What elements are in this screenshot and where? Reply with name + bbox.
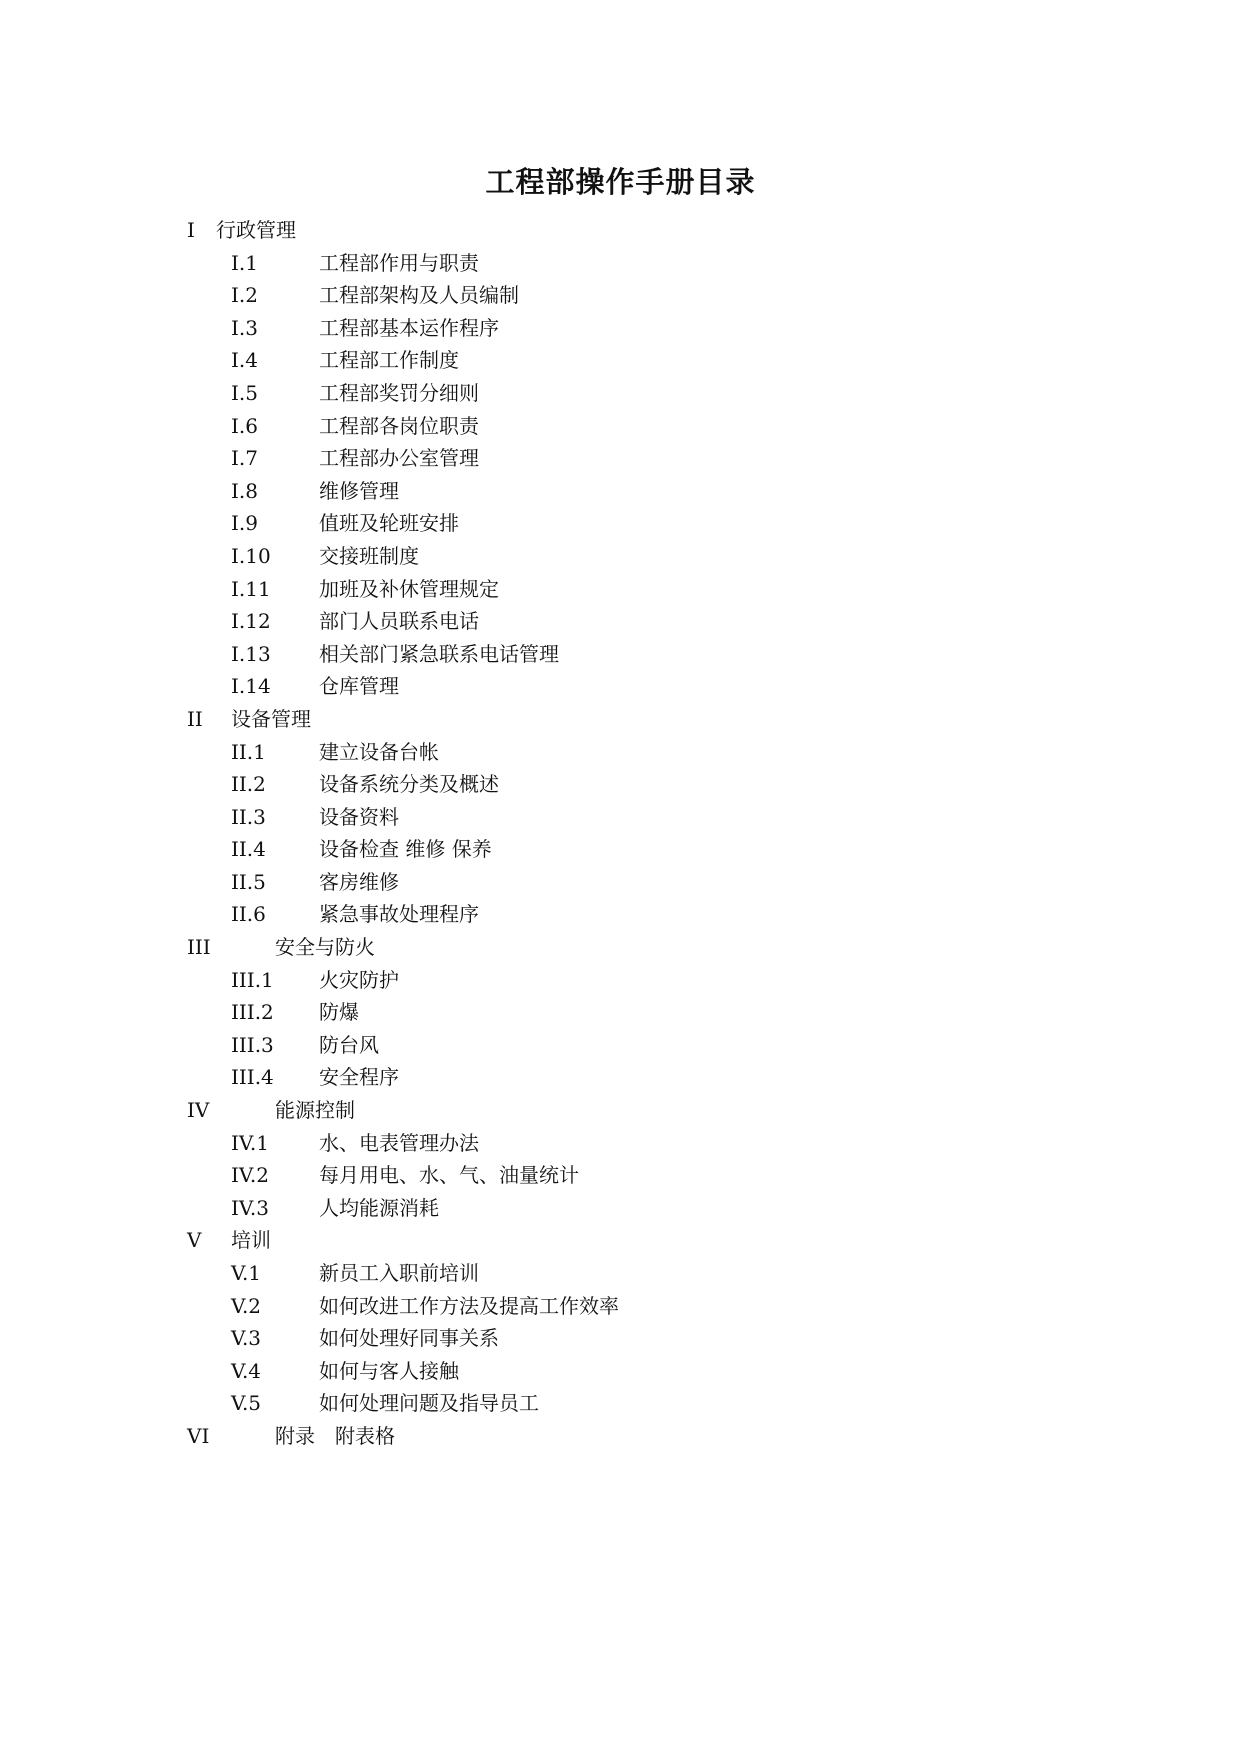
toc-item-number: I.4 bbox=[231, 348, 258, 373]
toc-item bbox=[0, 996, 1241, 1029]
toc-item-title: 仓库管理 bbox=[319, 674, 399, 699]
toc-item-number: I.2 bbox=[231, 283, 258, 308]
toc-item-title: 水、电表管理办法 bbox=[319, 1130, 479, 1155]
toc-item-number: V.1 bbox=[231, 1261, 262, 1285]
toc-item bbox=[0, 442, 1241, 475]
toc-item bbox=[0, 670, 1241, 703]
toc-item bbox=[0, 1290, 1241, 1323]
toc-item-title: 加班及补休管理规定 bbox=[319, 576, 499, 601]
toc-item-title: 工程部基本运作程序 bbox=[319, 315, 499, 340]
toc-section-number: V bbox=[187, 1228, 202, 1253]
toc-item bbox=[0, 1257, 1241, 1290]
toc-item bbox=[0, 638, 1241, 671]
toc-item-title: 设备检查 维修 保养 bbox=[319, 837, 492, 862]
toc-item-title: 如何处理好同事关系 bbox=[319, 1326, 499, 1351]
toc-item bbox=[0, 247, 1241, 280]
toc-item-title: 防台风 bbox=[319, 1032, 379, 1057]
toc-item-number: II.6 bbox=[231, 902, 266, 927]
toc-item-title: 如何处理问题及指导员工 bbox=[319, 1391, 539, 1416]
toc-item-number: II.4 bbox=[231, 837, 266, 862]
toc-item-title: 如何与客人接触 bbox=[319, 1358, 459, 1383]
toc-section-number: I bbox=[187, 218, 195, 242]
toc-item-title: 值班及轮班安排 bbox=[319, 511, 459, 536]
toc-item-title: 防爆 bbox=[319, 1000, 359, 1025]
toc-item bbox=[0, 605, 1241, 638]
toc-item-title: 每月用电、水、气、油量统计 bbox=[319, 1163, 579, 1188]
document-title: 工程部操作手册目录 bbox=[485, 165, 756, 199]
toc-item-title: 工程部架构及人员编制 bbox=[319, 283, 519, 308]
toc-item-number: II.3 bbox=[231, 804, 266, 829]
toc-item-number: I.6 bbox=[231, 413, 258, 438]
toc-item-number: III.2 bbox=[231, 1000, 274, 1025]
toc-item-title: 人均能源消耗 bbox=[319, 1195, 439, 1220]
toc-item-number: II.2 bbox=[231, 772, 266, 797]
toc-item bbox=[0, 1355, 1241, 1388]
toc-item-title: 工程部办公室管理 bbox=[319, 446, 479, 471]
toc-item-number: IV.2 bbox=[231, 1163, 269, 1188]
toc-item bbox=[0, 866, 1241, 899]
toc-item bbox=[0, 475, 1241, 508]
toc-item-number: I.10 bbox=[231, 543, 271, 568]
toc-item bbox=[0, 964, 1241, 997]
toc-section-title: 设备管理 bbox=[231, 706, 311, 731]
toc-item bbox=[0, 573, 1241, 606]
toc-item-number: IV.3 bbox=[231, 1195, 269, 1220]
toc-item bbox=[0, 768, 1241, 801]
toc-section-number: III bbox=[187, 935, 211, 960]
toc-section-number: IV bbox=[187, 1098, 210, 1123]
toc-item-title: 设备系统分类及概述 bbox=[319, 772, 499, 797]
toc-section-number: VI bbox=[187, 1423, 210, 1448]
toc-item bbox=[0, 279, 1241, 312]
toc-item-title: 工程部奖罚分细则 bbox=[319, 380, 479, 405]
toc-item bbox=[0, 1322, 1241, 1355]
toc-item-number: V.3 bbox=[231, 1326, 262, 1351]
toc-item bbox=[0, 1192, 1241, 1225]
toc-item-number: IV.1 bbox=[231, 1130, 269, 1155]
toc-item-title: 工程部作用与职责 bbox=[319, 250, 479, 275]
toc-item-title: 工程部工作制度 bbox=[319, 348, 459, 373]
toc-item-number: V.2 bbox=[231, 1293, 262, 1318]
toc-item-title: 设备资料 bbox=[319, 804, 399, 829]
toc-item-number: I.13 bbox=[231, 641, 271, 666]
toc-item-number: III.1 bbox=[231, 967, 274, 992]
toc-item bbox=[0, 312, 1241, 345]
toc-item bbox=[0, 1127, 1241, 1160]
toc-section bbox=[0, 1420, 1241, 1453]
toc-item-number: I.1 bbox=[231, 250, 258, 275]
toc-item bbox=[0, 1159, 1241, 1192]
toc-item bbox=[0, 898, 1241, 931]
toc-item-number: I.7 bbox=[231, 446, 258, 471]
toc-item-title: 新员工入职前培训 bbox=[319, 1261, 479, 1285]
toc-item bbox=[0, 736, 1241, 769]
toc-item bbox=[0, 801, 1241, 834]
toc-item-title: 如何改进工作方法及提高工作效率 bbox=[319, 1293, 619, 1318]
toc-item-title: 交接班制度 bbox=[319, 543, 419, 568]
toc-item-title: 火灾防护 bbox=[319, 967, 399, 992]
toc-item bbox=[0, 344, 1241, 377]
toc-item-number: V.4 bbox=[231, 1358, 262, 1383]
toc-item-title: 部门人员联系电话 bbox=[319, 609, 479, 634]
toc-item-title: 安全程序 bbox=[319, 1065, 399, 1090]
toc-section-title: 附录 附表格 bbox=[275, 1423, 395, 1448]
toc-item-title: 客房维修 bbox=[319, 869, 399, 894]
toc-item-number: II.5 bbox=[231, 869, 266, 894]
table-of-contents bbox=[0, 214, 1241, 1453]
toc-item-number: I.12 bbox=[231, 609, 271, 634]
toc-item bbox=[0, 1029, 1241, 1062]
toc-item-number: I.5 bbox=[231, 380, 258, 405]
toc-item-title: 相关部门紧急联系电话管理 bbox=[319, 641, 559, 666]
toc-item-number: III.4 bbox=[231, 1065, 274, 1090]
toc-section-title: 安全与防火 bbox=[275, 935, 375, 960]
toc-item bbox=[0, 410, 1241, 443]
toc-section-title: 能源控制 bbox=[275, 1098, 355, 1123]
toc-section bbox=[0, 1224, 1241, 1257]
toc-item-number: I.3 bbox=[231, 315, 258, 340]
toc-item bbox=[0, 377, 1241, 410]
toc-section bbox=[0, 931, 1241, 964]
toc-item-number: I.9 bbox=[231, 511, 258, 536]
toc-section-number: II bbox=[187, 706, 203, 731]
toc-item-number: I.14 bbox=[231, 674, 271, 699]
toc-section bbox=[0, 703, 1241, 736]
toc-item bbox=[0, 1061, 1241, 1094]
toc-section-title: 行政管理 bbox=[216, 218, 296, 242]
toc-item-title: 维修管理 bbox=[319, 478, 399, 503]
toc-item-number: III.3 bbox=[231, 1032, 274, 1057]
toc-item-number: II.1 bbox=[231, 739, 266, 764]
toc-item bbox=[0, 1387, 1241, 1420]
toc-section bbox=[0, 214, 1241, 247]
toc-section bbox=[0, 1094, 1241, 1127]
toc-section-title: 培训 bbox=[231, 1228, 271, 1253]
toc-item-title: 建立设备台帐 bbox=[319, 739, 439, 764]
toc-item bbox=[0, 540, 1241, 573]
toc-item-title: 工程部各岗位职责 bbox=[319, 413, 479, 438]
toc-item bbox=[0, 507, 1241, 540]
toc-item-title: 紧急事故处理程序 bbox=[319, 902, 479, 927]
toc-item-number: I.11 bbox=[231, 576, 271, 601]
toc-item-number: V.5 bbox=[231, 1391, 262, 1416]
toc-item-number: I.8 bbox=[231, 478, 258, 503]
toc-item bbox=[0, 833, 1241, 866]
